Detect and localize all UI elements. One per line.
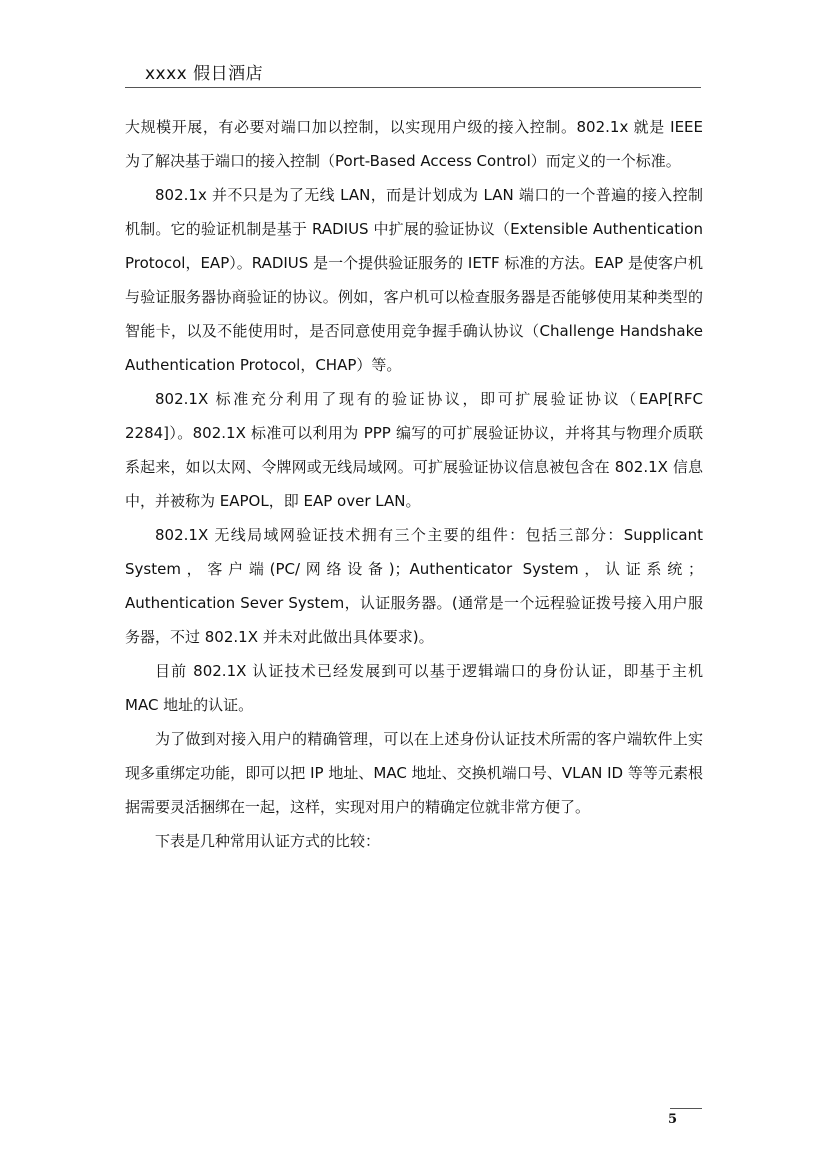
paragraph-table-intro: 下表是几种常用认证方式的比较： [155, 832, 381, 850]
paragraph-binding: 为了做到对接入用户的精确管理，可以在上述身份认证技术所需的客户端软件上实现多重绑定功能，即可以把 IP 地址、MAC 地址、交换机端口号、VLAN ID 等等元素根据需要灵活捆绑在一起，这样，实现对用户的精确定位就非常方便了。 [125, 730, 703, 816]
header-divider [125, 87, 701, 88]
page-number: 5 [668, 1112, 678, 1127]
document-body [125, 110, 703, 858]
paragraph-802-1x-overview: 802.1x 并不只是为了无线 LAN，而是计划成为 LAN 端口的一个普遍的接入控制机制。它的验证机制是基于 RADIUS 中扩展的验证协议（Extensible Authentication Protocol，EAP）。RADIUS 是一个提供验证服务的 IETF 标准的方法。EAP 是使客户机与验证服务器协商验证的协议。例如，客户机可以检查服务器是否能够使用某种类型的智能卡，以及不能使用时，是否同意使用竞争握手确认协议（Challenge Handshake Authentication Protocol，CHAP）等。 [125, 186, 703, 374]
paragraph-continuation: 大规模开展，有必要对端口加以控制，以实现用户级的接入控制。802.1x 就是 IEEE 为了解决基于端口的接入控制（Port-Based Access Control）而定义的一个标准。 [125, 118, 703, 170]
paragraph-mac-auth: 目前 802.1X 认证技术已经发展到可以基于逻辑端口的身份认证，即基于主机 MAC 地址的认证。 [125, 662, 703, 714]
footer-divider [670, 1108, 702, 1109]
paragraph-eap-standard: 802.1X 标准充分利用了现有的验证协议，即可扩展验证协议（EAP[RFC 2284]）。802.1X 标准可以利用为 PPP 编写的可扩展验证协议，并将其与物理介质联系起来，如以太网、令牌网或无线局域网。可扩展验证协议信息被包含在 802.1X 信息中，并被称为 EAPOL，即 EAP over LAN。 [125, 390, 703, 510]
paragraph-components: 802.1X 无线局域网验证技术拥有三个主要的组件：包括三部分：Supplicant System，客户端(PC/网络设备)；Authenticator System，认证系统；Authentication Sever System，认证服务器。(通常是一个远程验证拨号接入用户服务器，不过 802.1X 并未对此做出具体要求)。 [125, 526, 703, 646]
page-header-title: xxxx 假日酒店 [145, 64, 264, 84]
